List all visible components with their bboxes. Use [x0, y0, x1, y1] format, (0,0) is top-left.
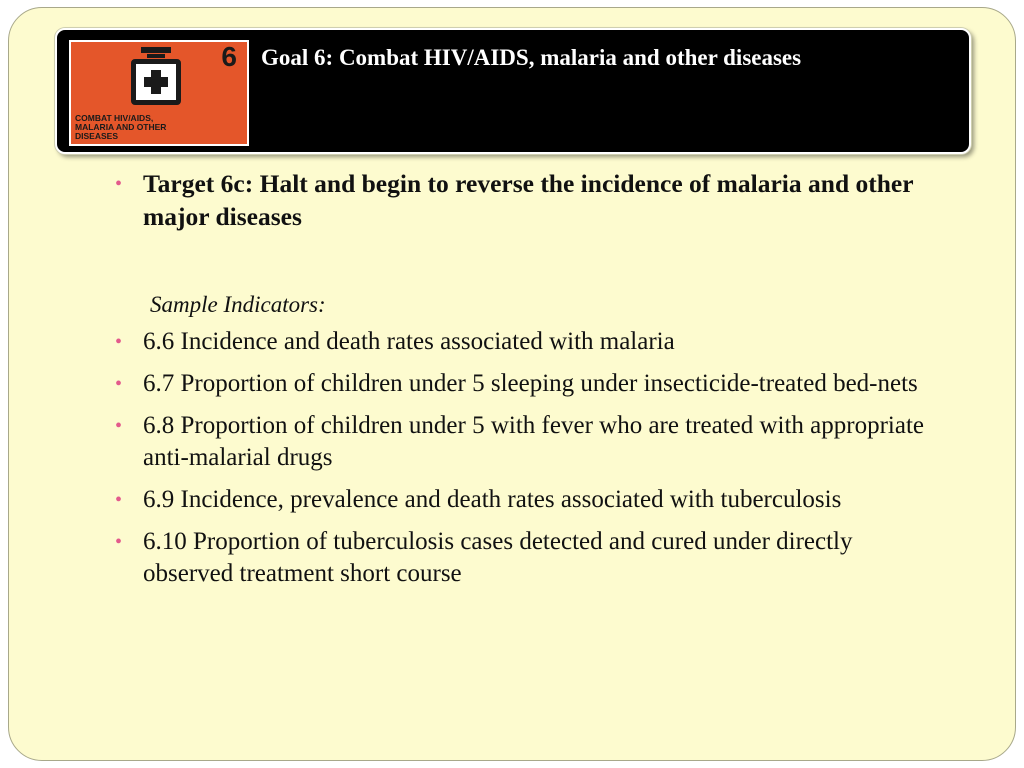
- bullet-icon: •: [115, 489, 123, 511]
- indicator-text: 6.7 Proportion of children under 5 sleeping under insecticide-treated bed-nets: [143, 370, 918, 397]
- indicator-item: [105, 326, 935, 358]
- bottle-neck: [147, 54, 165, 58]
- indicator-item: [105, 526, 935, 590]
- slide: [8, 7, 1016, 761]
- bullet-icon: •: [115, 415, 123, 437]
- bullet-icon: •: [115, 531, 123, 553]
- slide-title: Goal 6: Combat HIV/AIDS, malaria and other diseases: [261, 45, 802, 70]
- target-text: Target 6c: Halt and begin to reverse the incidence of malaria and other major diseases: [143, 169, 914, 231]
- bottle-cap: [141, 47, 171, 53]
- slide-content: [105, 168, 935, 600]
- badge-number: 6: [221, 41, 237, 72]
- bottle-body: [131, 59, 181, 105]
- indicator-text: 6.9 Incidence, prevalence and death rates associated with tuberculosis: [143, 486, 842, 513]
- header-bar: [55, 28, 971, 154]
- goal-6-badge: [69, 40, 249, 146]
- indicator-item: [105, 410, 935, 474]
- indicator-text: 6.6 Incidence and death rates associated with malaria: [143, 328, 675, 355]
- indicator-text: 6.8 Proportion of children under 5 with fever who are treated with appropriate anti-malarial drugs: [143, 412, 924, 471]
- bullet-icon: •: [115, 173, 123, 195]
- badge-caption: COMBAT HIV/AIDS, MALARIA AND OTHER DISEASES: [75, 113, 167, 141]
- indicator-item: [105, 368, 935, 400]
- indicator-text: 6.10 Proportion of tuberculosis cases detected and cured under directly observed treatment short course: [143, 528, 853, 587]
- indicator-item: [105, 484, 935, 516]
- bullet-icon: •: [115, 331, 123, 353]
- target-item: [105, 168, 935, 234]
- indicators-heading: Sample Indicators:: [150, 292, 326, 317]
- bullet-icon: •: [115, 373, 123, 395]
- cross-horizontal: [144, 77, 168, 87]
